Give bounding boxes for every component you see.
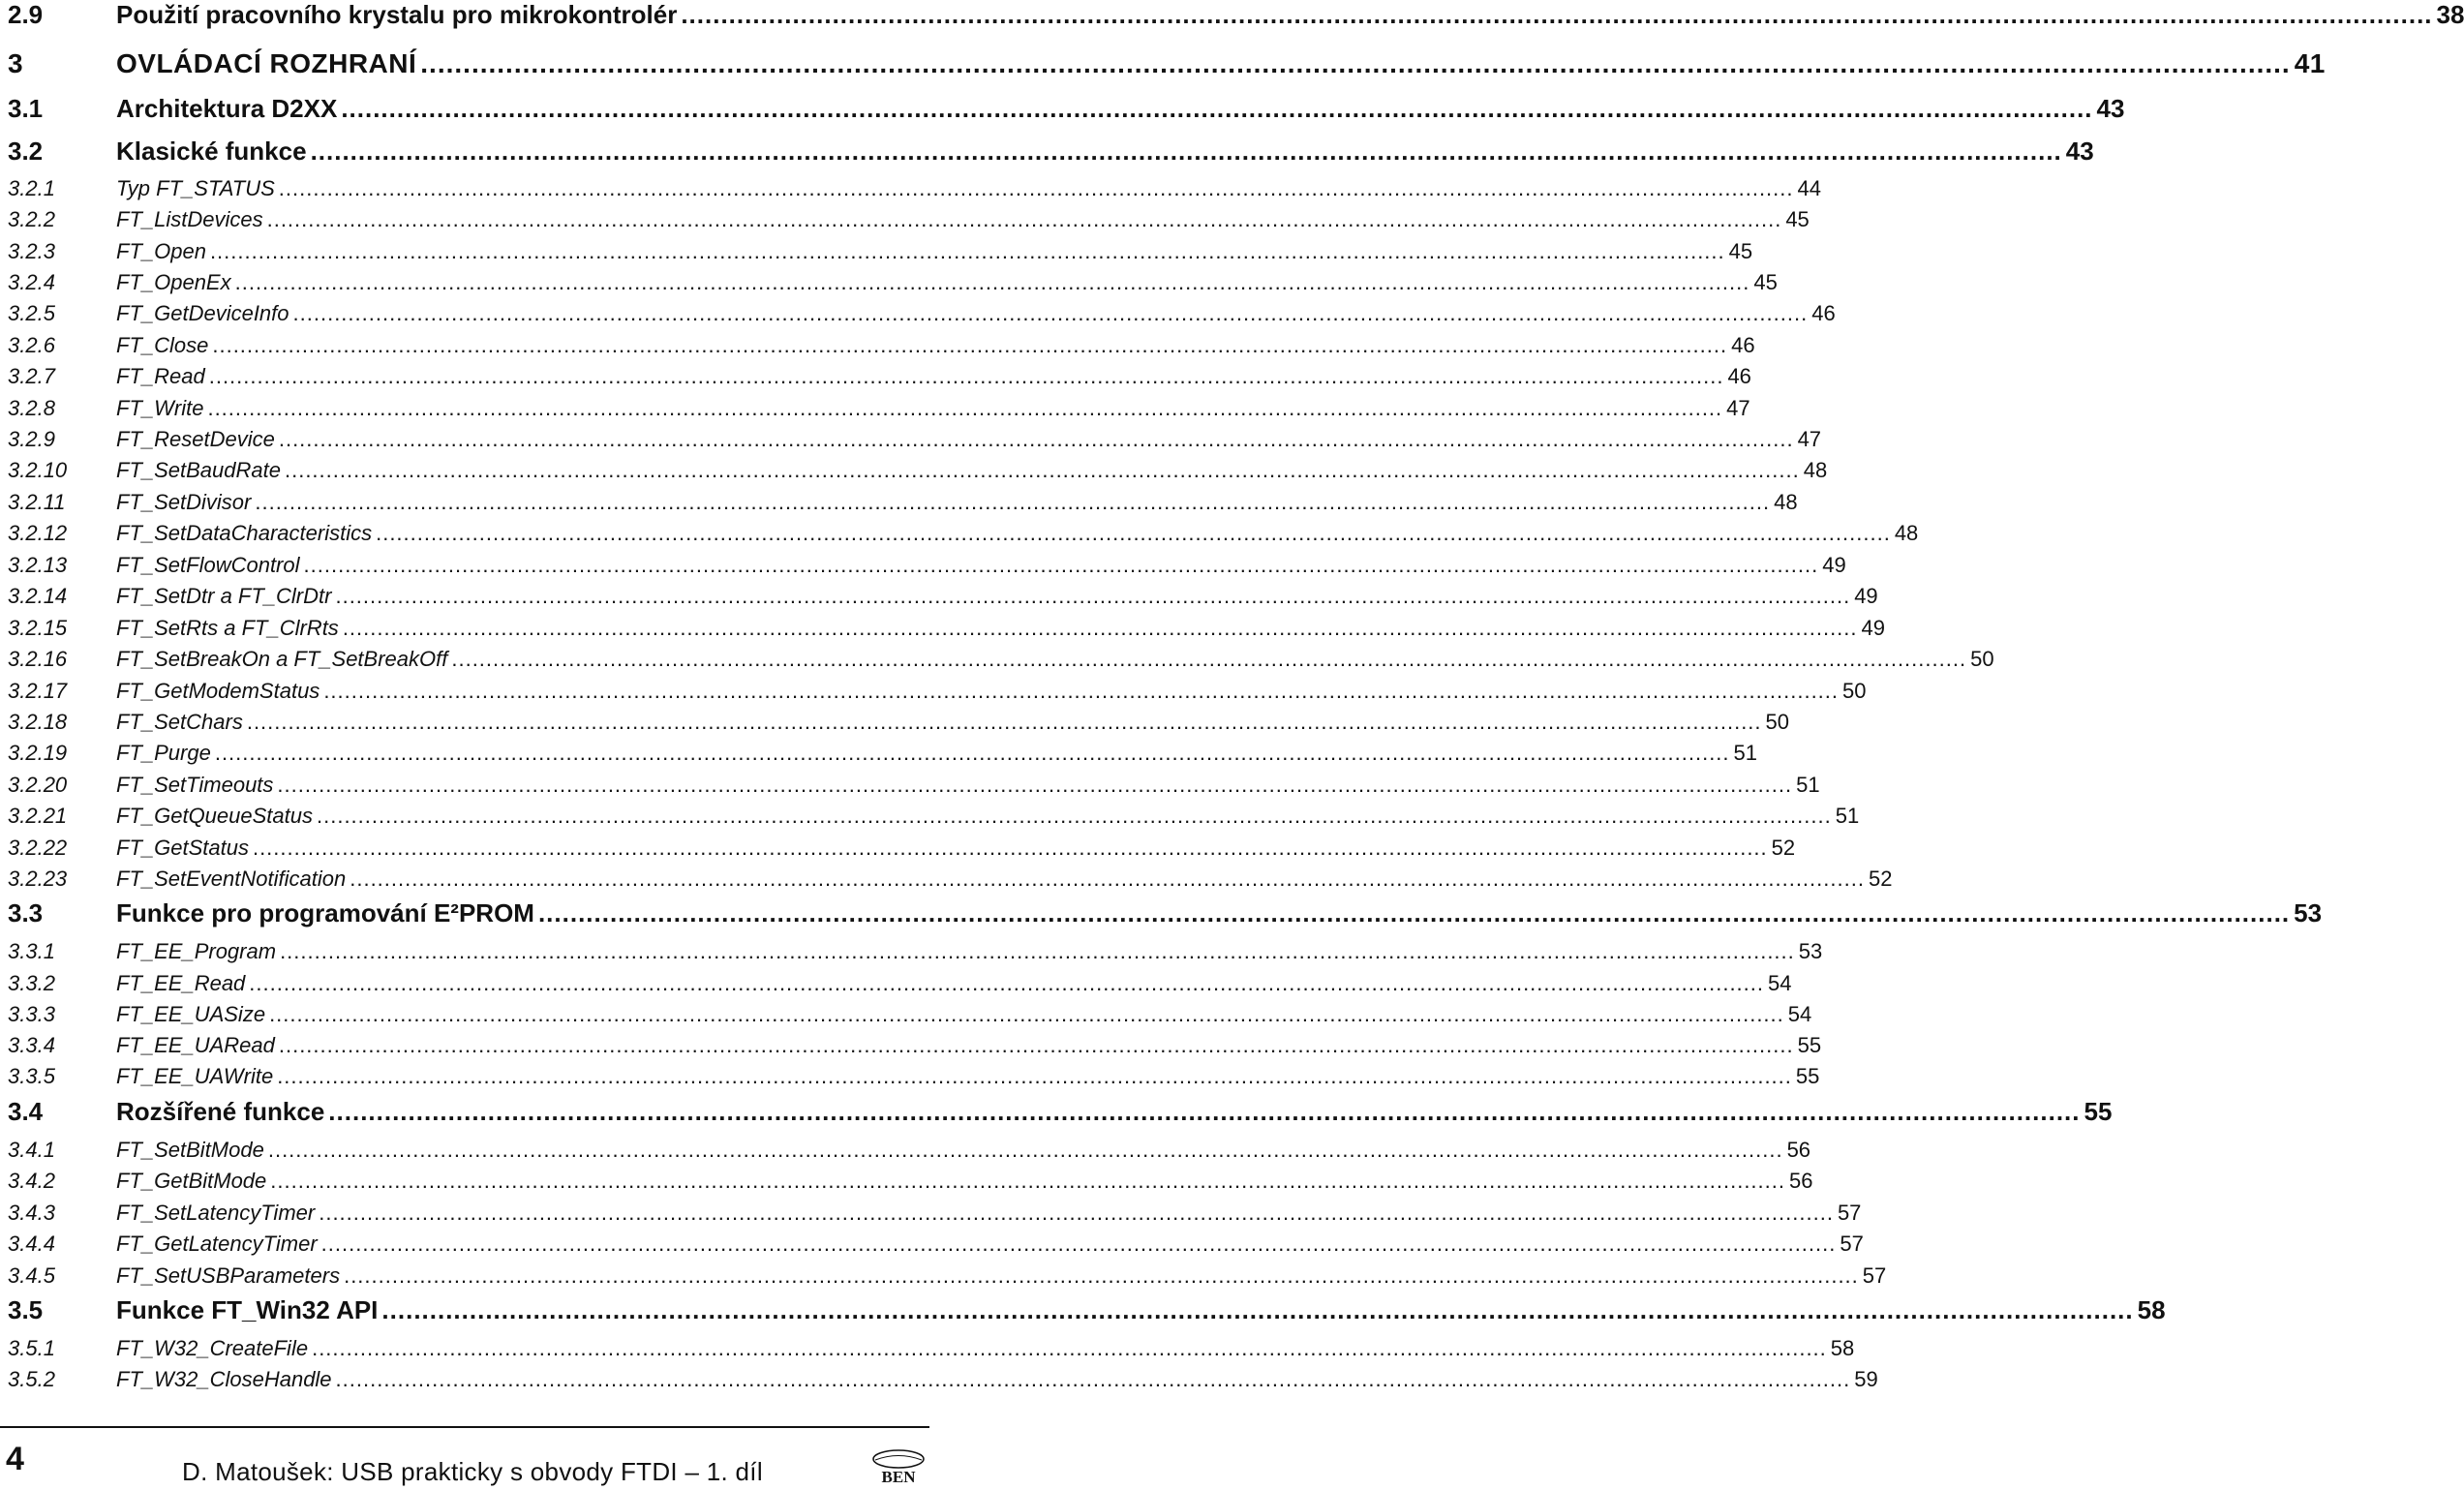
toc-dot-leader: ............................................................................................................................................................................................................................	[342, 616, 1858, 640]
toc-dot-leader: ............................................................................................................................................................................................................................	[278, 176, 1794, 200]
toc-section-number: 3.1	[8, 94, 44, 123]
toc-page-number: 46	[1811, 301, 1836, 325]
toc-page-number: 43	[2096, 94, 2125, 123]
toc-entry	[8, 1263, 1887, 1289]
toc-section-title: FT_GetDeviceInfo	[116, 301, 289, 325]
toc-section-number: 3.2.14	[8, 584, 68, 608]
toc-section-title: FT_SetBitMode	[116, 1138, 264, 1162]
toc-section-title: FT_SetFlowControl	[116, 553, 300, 577]
toc-section-title: FT_GetStatus	[116, 836, 249, 860]
toc-section-title: FT_GetLatencyTimer	[116, 1232, 318, 1256]
toc-section-title: Klasické funkce	[116, 137, 307, 166]
toc-entry	[8, 458, 1828, 483]
toc-page-number: 52	[1771, 836, 1796, 860]
toc-dot-leader: ............................................................................................................................................................................................................................	[312, 1336, 1827, 1360]
toc-section-title: FT_SetUSBParameters	[116, 1263, 341, 1288]
toc-page-number: 56	[1789, 1169, 1813, 1193]
toc-section-number: 3.4.5	[8, 1263, 55, 1288]
toc-dot-leader: ............................................................................................................................................................................................................................	[284, 458, 1800, 482]
toc-page-number: 48	[1894, 521, 1919, 545]
toc-section-title: FT_EE_UASize	[116, 1002, 266, 1026]
toc-section-number: 3.3.3	[8, 1002, 55, 1026]
toc-dot-leader: ............................................................................................................................................................................................................................	[212, 333, 1728, 357]
toc-page-number: 47	[1726, 396, 1750, 420]
toc-page-number: 54	[1768, 971, 1792, 995]
toc-dot-leader: ............................................................................................................................................................................................................................	[249, 971, 1765, 995]
toc-page-number: 45	[1728, 239, 1753, 263]
toc-section-title: FT_GetModemStatus	[116, 679, 320, 703]
toc-entry	[8, 553, 1846, 578]
toc-section-number: 3.4.4	[8, 1232, 55, 1256]
toc-page-number: 55	[1795, 1064, 1820, 1088]
toc-page-number: 38	[2436, 0, 2464, 29]
toc-page-number: 49	[1822, 553, 1846, 577]
toc-entry	[8, 1138, 1811, 1163]
toc-entry	[8, 584, 1878, 609]
page-number: 4	[6, 1441, 24, 1477]
toc-page-number: 45	[1753, 270, 1778, 294]
toc-section-number: 3.2.6	[8, 333, 55, 357]
toc-entry	[8, 1064, 1820, 1089]
toc-section-title: FT_SetRts a FT_ClrRts	[116, 616, 339, 640]
toc-dot-leader: ............................................................................................................................................................................................................................	[350, 867, 1865, 891]
toc-section-number: 3.3.1	[8, 939, 55, 963]
toc-section-title: FT_GetQueueStatus	[116, 804, 313, 828]
toc-page-number: 55	[1797, 1033, 1822, 1057]
toc-entry	[8, 207, 1810, 232]
toc-section-title: FT_ResetDevice	[116, 427, 275, 451]
toc-page-number: 55	[2084, 1097, 2113, 1126]
toc-section-title: FT_Read	[116, 364, 205, 388]
toc-dot-leader: ............................................................................................................................................................................................................................	[246, 710, 1762, 734]
footer-divider	[0, 1426, 929, 1428]
toc-dot-leader: ............................................................................................................................................................................................................................	[269, 1002, 1784, 1026]
toc-section-number: 3.4.1	[8, 1138, 55, 1162]
toc-section-number: 3.2.19	[8, 741, 68, 765]
toc-dot-leader: ............................................................................................................................................................................................................................	[376, 521, 1891, 545]
toc-entry	[8, 773, 1820, 798]
toc-section-title: Architektura D2XX	[116, 94, 338, 123]
toc-entry	[8, 1201, 1862, 1226]
toc-dot-leader: ............................................................................................................................................................................................................................	[266, 207, 1782, 231]
toc-entry	[8, 1232, 1864, 1257]
toc-dot-leader: ............................................................................................................................................................................................................................	[344, 1263, 1859, 1288]
toc-entry	[8, 0, 2464, 30]
toc-entry	[8, 647, 1994, 672]
toc-section-number: 3.2.5	[8, 301, 55, 325]
toc-dot-leader: ............................................................................................................................................................................................................................	[280, 939, 1795, 963]
toc-page-number: 45	[1785, 207, 1810, 231]
toc-section-number: 3.3.2	[8, 971, 55, 995]
toc-dot-leader: ............................................................................................................................................................................................................................	[320, 1232, 1837, 1256]
toc-section-number: 3.2.4	[8, 270, 55, 294]
toc-entry	[8, 521, 1919, 546]
toc-dot-leader: ............................................................................................................................................................................................................................	[303, 553, 1819, 577]
toc-section-number: 3.2.23	[8, 867, 68, 891]
toc-section-title: Rozšířené funkce	[116, 1097, 325, 1126]
toc-section-number: 3.2.21	[8, 804, 68, 828]
toc-dot-leader: ............................................................................................................................................................................................................................	[341, 94, 2093, 123]
toc-section-title: FT_Write	[116, 396, 204, 420]
toc-section-number: 3.4.3	[8, 1201, 55, 1225]
toc-section-title: Typ FT_STATUS	[116, 176, 275, 200]
toc-entry	[8, 939, 1823, 964]
toc-dot-leader: ............................................................................................................................................................................................................................	[278, 1033, 1794, 1057]
toc-page-number: 53	[2294, 898, 2323, 927]
toc-section-title: FT_SetTimeouts	[116, 773, 274, 797]
toc-entry	[8, 333, 1755, 358]
toc-page-number: 41	[2294, 48, 2326, 78]
toc-entry	[8, 679, 1867, 704]
toc-section-title: FT_Close	[116, 333, 209, 357]
toc-dot-leader: ............................................................................................................................................................................................................................	[420, 48, 2291, 78]
book-title: D. Matoušek: USB prakticky s obvody FTDI – 1. díl	[182, 1457, 763, 1486]
toc-entry	[8, 301, 1836, 326]
toc-section-title: FT_W32_CreateFile	[116, 1336, 309, 1360]
toc-entry	[8, 270, 1778, 295]
toc-page-number: 43	[2065, 137, 2094, 166]
toc-page-number: 58	[2137, 1295, 2166, 1324]
toc-page-number: 57	[1862, 1263, 1887, 1288]
toc-section-title: FT_EE_Program	[116, 939, 277, 963]
toc-page-number: 50	[1842, 679, 1867, 703]
toc-section-number: 3.2.15	[8, 616, 68, 640]
toc-section-number: 3.3	[8, 898, 44, 927]
toc-page-number: 48	[1803, 458, 1828, 482]
toc-section-title: FT_EE_UARead	[116, 1033, 275, 1057]
toc-page-number: 50	[1970, 647, 1994, 671]
toc-section-number: 3.2.8	[8, 396, 55, 420]
toc-page-number: 54	[1787, 1002, 1812, 1026]
toc-dot-leader: ............................................................................................................................................................................................................................	[328, 1097, 2081, 1126]
toc-entry	[8, 427, 1822, 452]
toc-page-number: 44	[1797, 176, 1821, 200]
toc-dot-leader: ............................................................................................................................................................................................................................	[335, 1367, 1851, 1391]
toc-section-number: 3.5.2	[8, 1367, 55, 1391]
toc-section-title: FT_W32_CloseHandle	[116, 1367, 332, 1391]
toc-dot-leader: ............................................................................................................................................................................................................................	[270, 1169, 1785, 1193]
toc-page-number: 59	[1854, 1367, 1878, 1391]
toc-dot-leader: ............................................................................................................................................................................................................................	[537, 898, 2291, 927]
toc-dot-leader: ............................................................................................................................................................................................................................	[255, 490, 1771, 514]
toc-page-number: 51	[1835, 804, 1860, 828]
toc-section-number: 3.2.13	[8, 553, 68, 577]
toc-dot-leader: ............................................................................................................................................................................................................................	[292, 301, 1809, 325]
toc-dot-leader: ............................................................................................................................................................................................................................	[208, 364, 1724, 388]
toc-page-number: 49	[1861, 616, 1886, 640]
publisher-logo	[871, 1448, 926, 1485]
toc-section-number: 3	[8, 48, 24, 78]
toc-page-number: 53	[1798, 939, 1823, 963]
toc-section-number: 3.2.3	[8, 239, 55, 263]
toc-section-number: 3.4.2	[8, 1169, 55, 1193]
toc-entry	[8, 1336, 1855, 1361]
toc-page-number: 51	[1733, 741, 1758, 765]
toc-section-title: FT_SetChars	[116, 710, 243, 734]
toc-dot-leader: ............................................................................................................................................................................................................................	[214, 741, 1730, 765]
toc-section-number: 3.2.11	[8, 490, 66, 514]
toc-dot-leader: ............................................................................................................................................................................................................................	[277, 773, 1793, 797]
toc-page-number: 50	[1765, 710, 1790, 734]
toc-dot-leader: ............................................................................................................................................................................................................................	[252, 836, 1768, 860]
toc-page-number: 46	[1727, 364, 1751, 388]
toc-page-number: 51	[1796, 773, 1820, 797]
toc-section-number: 3.4	[8, 1097, 44, 1126]
toc-dot-leader: ............................................................................................................................................................................................................................	[207, 396, 1723, 420]
toc-entry	[8, 137, 2094, 167]
toc-section-number: 2.9	[8, 0, 44, 29]
toc-section-title: FT_SetBreakOn a FT_SetBreakOff	[116, 647, 448, 671]
toc-entry	[8, 1002, 1812, 1027]
toc-dot-leader: ............................................................................................................................................................................................................................	[234, 270, 1750, 294]
toc-entry	[8, 1033, 1822, 1058]
toc-entry	[8, 396, 1750, 421]
toc-dot-leader: ............................................................................................................................................................................................................................	[381, 1295, 2134, 1324]
toc-dot-leader: ............................................................................................................................................................................................................................	[277, 1064, 1792, 1088]
toc-section-number: 3.3.5	[8, 1064, 55, 1088]
toc-page-number: 56	[1786, 1138, 1811, 1162]
toc-section-number: 3.5	[8, 1295, 44, 1324]
toc-dot-leader: ............................................................................................................................................................................................................................	[451, 647, 1967, 671]
toc-section-title: FT_SetDataCharacteristics	[116, 521, 373, 545]
toc-section-title: Funkce pro programování E²PROM	[116, 898, 534, 927]
toc-page-number: 58	[1830, 1336, 1855, 1360]
toc-entry	[8, 710, 1790, 735]
toc-entry	[8, 867, 1893, 892]
toc-section-title: FT_SetLatencyTimer	[116, 1201, 316, 1225]
toc-section-title: FT_OpenEx	[116, 270, 231, 294]
toc-entry	[8, 741, 1758, 766]
toc-entry	[8, 898, 2323, 928]
toc-entry	[8, 1367, 1878, 1392]
toc-page-number: 52	[1868, 867, 1893, 891]
toc-entry	[8, 48, 2326, 79]
toc-dot-leader: ............................................................................................................................................................................................................................	[319, 1201, 1834, 1225]
toc-dot-leader: ............................................................................................................................................................................................................................	[278, 427, 1794, 451]
toc-section-number: 3.2.17	[8, 679, 68, 703]
toc-entry	[8, 1169, 1813, 1194]
toc-section-number: 3.2.20	[8, 773, 68, 797]
toc-entry	[8, 176, 1821, 201]
toc-section-number: 3.5.1	[8, 1336, 55, 1360]
toc-section-number: 3.3.4	[8, 1033, 55, 1057]
toc-section-title: FT_Purge	[116, 741, 211, 765]
toc-entry	[8, 1295, 2166, 1325]
toc-page-number: 48	[1774, 490, 1798, 514]
toc-section-title: Použití pracovního krystalu pro mikrokontrolér	[116, 0, 678, 29]
toc-section-title: FT_SetEventNotification	[116, 867, 347, 891]
toc-section-number: 3.2.9	[8, 427, 55, 451]
toc-section-title: FT_EE_UAWrite	[116, 1064, 274, 1088]
toc-dot-leader: ............................................................................................................................................................................................................................	[267, 1138, 1783, 1162]
toc-page-number: 46	[1731, 333, 1755, 357]
toc-page-number: 49	[1854, 584, 1878, 608]
toc-section-number: 3.2.10	[8, 458, 68, 482]
toc-dot-leader: ............................................................................................................................................................................................................................	[335, 584, 1851, 608]
svg-text:BEN: BEN	[881, 1468, 916, 1486]
toc-section-title: OVLÁDACÍ ROZHRANÍ	[116, 48, 417, 78]
toc-dot-leader: ............................................................................................................................................................................................................................	[681, 0, 2433, 29]
toc-entry	[8, 239, 1753, 264]
toc-entry	[8, 94, 2125, 124]
toc-page-number: 57	[1840, 1232, 1864, 1256]
toc-dot-leader: ............................................................................................................................................................................................................................	[209, 239, 1725, 263]
toc-section-title: FT_Open	[116, 239, 206, 263]
toc-section-number: 3.2.18	[8, 710, 68, 734]
toc-section-title: FT_ListDevices	[116, 207, 263, 231]
toc-section-title: FT_SetDivisor	[116, 490, 252, 514]
toc-section-number: 3.2.22	[8, 836, 68, 860]
toc-page-number: 57	[1837, 1201, 1862, 1225]
toc-page-number: 47	[1797, 427, 1822, 451]
toc-entry	[8, 804, 1860, 829]
toc-entry	[8, 836, 1796, 861]
toc-section-number: 3.2.1	[8, 176, 55, 200]
toc-section-number: 3.2.2	[8, 207, 55, 231]
toc-section-title: FT_SetBaudRate	[116, 458, 281, 482]
toc-section-title: FT_EE_Read	[116, 971, 246, 995]
toc-section-title: FT_GetBitMode	[116, 1169, 267, 1193]
toc-entry	[8, 616, 1886, 641]
toc-section-number: 3.2.16	[8, 647, 68, 671]
toc-section-number: 3.2.12	[8, 521, 68, 545]
toc-section-number: 3.2.7	[8, 364, 55, 388]
toc-dot-leader: ............................................................................................................................................................................................................................	[323, 679, 1840, 703]
toc-section-number: 3.2	[8, 137, 44, 166]
toc-section-title: FT_SetDtr a FT_ClrDtr	[116, 584, 332, 608]
toc-entry	[8, 490, 1798, 515]
toc-entry	[8, 971, 1792, 996]
toc-section-title: Funkce FT_Win32 API	[116, 1295, 379, 1324]
toc-dot-leader: ............................................................................................................................................................................................................................	[310, 137, 2062, 166]
toc-dot-leader: ............................................................................................................................................................................................................................	[317, 804, 1832, 828]
toc-entry	[8, 1097, 2113, 1127]
toc-entry	[8, 364, 1751, 389]
